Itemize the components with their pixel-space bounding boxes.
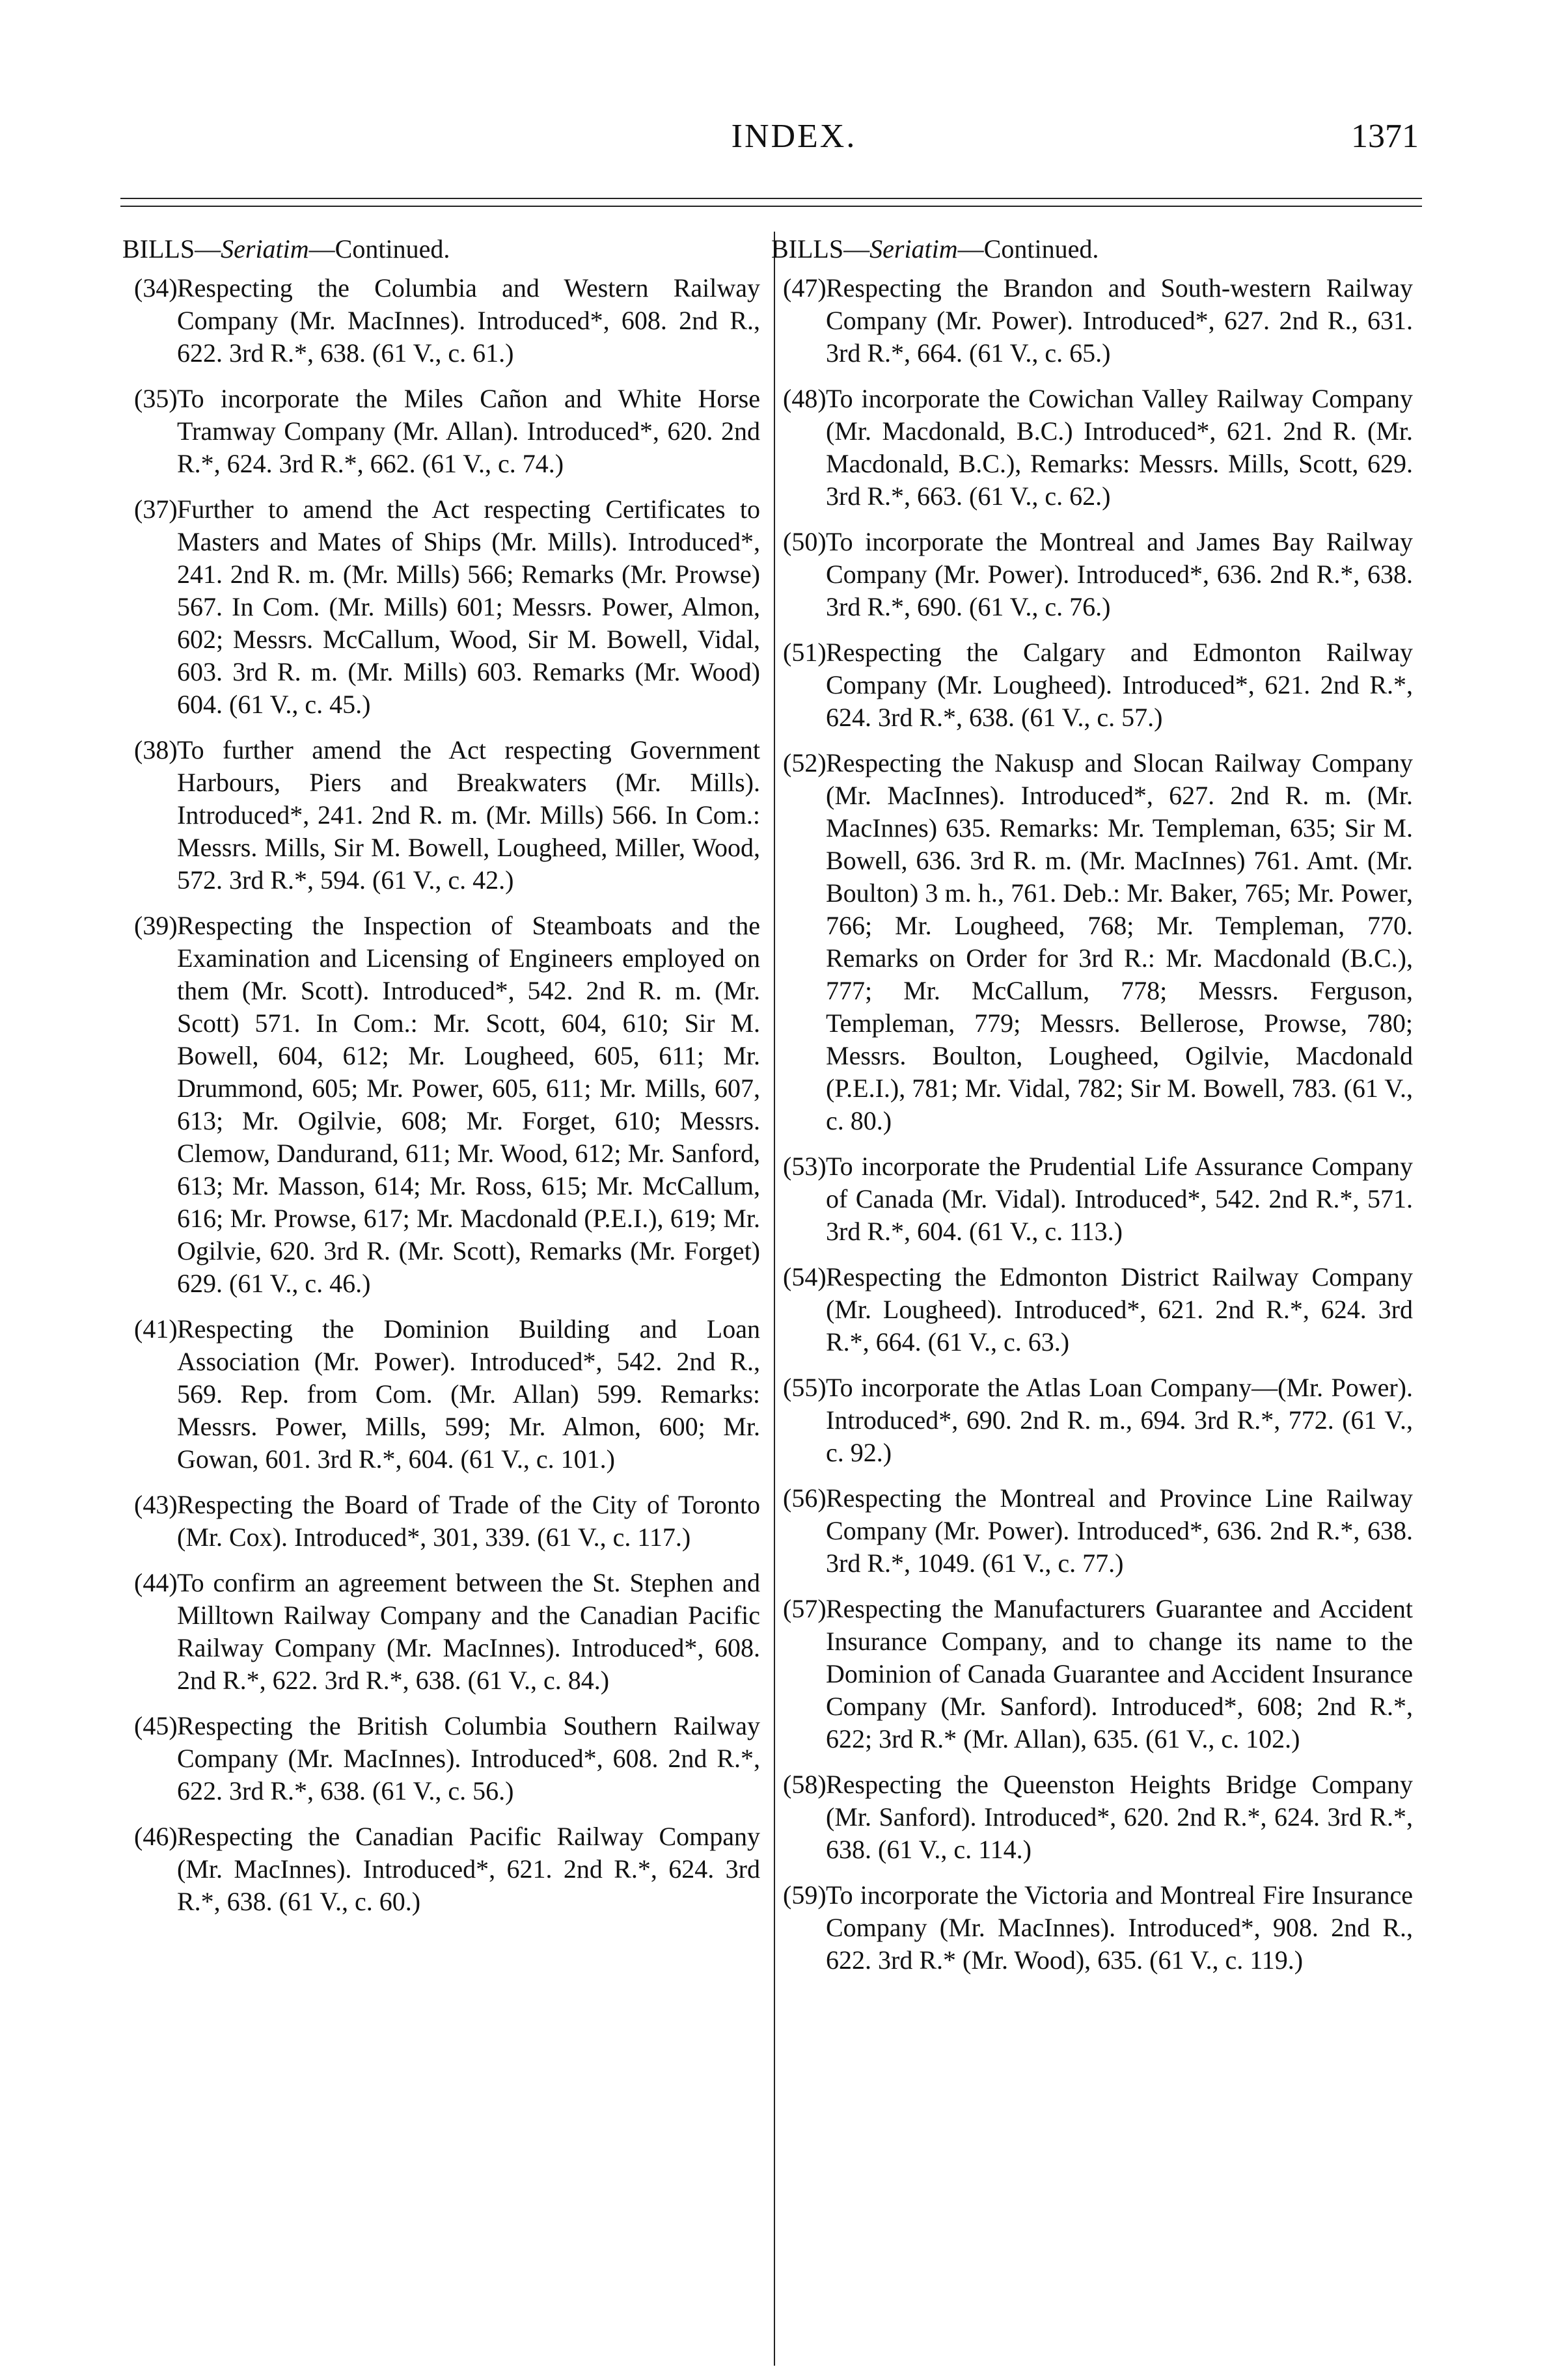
entry-text: Respecting the Edmonton District Railway Company (Mr. Lougheed). Introduced*, 621. 2nd R.*, 624. 3rd R.*, 664. (61 V., c. 63.) [826, 1262, 1413, 1357]
index-entry [122, 1489, 760, 1554]
index-entry [771, 1593, 1413, 1755]
index-entry [122, 493, 760, 721]
entry-text: To further amend the Act respecting Government Harbours, Piers and Breakwaters (Mr. Mills). Introduced*, 241. 2nd R. m. (Mr. Mills) 566. In Com.: Messrs. Mills, Sir M. Bowell, Lougheed, Miller, Wood, 572. 3rd R.*, 594. (61 V., c. 42.) [177, 735, 760, 895]
entry-number: (58) [783, 1770, 827, 1799]
index-entry [771, 747, 1413, 1137]
index-entry [771, 1482, 1413, 1580]
entry-number: (50) [783, 527, 827, 556]
entry-text: To incorporate the Montreal and James Bay Railway Company (Mr. Power). Introduced*, 636. 2nd R.*, 638. 3rd R.*, 690. (61 V., c. 76.) [826, 527, 1413, 621]
entry-number: (34) [134, 273, 178, 303]
index-entry [122, 910, 760, 1300]
entry-number: (59) [783, 1880, 827, 1910]
entry-text: Respecting the Montreal and Province Line Railway Company (Mr. Power). Introduced*, 636. 2nd R.*, 638. 3rd R.*, 1049. (61 V., c. 77.) [826, 1483, 1413, 1578]
entry-text: To incorporate the Miles Cañon and White Horse Tramway Company (Mr. Allan). Introduced*, 620. 2nd R.*, 624. 3rd R.*, 662. (61 V., c. 74.) [177, 384, 760, 478]
entry-text: Respecting the Board of Trade of the City of Toronto (Mr. Cox). Introduced*, 301, 339. (61 V., c. 117.) [177, 1490, 760, 1552]
index-entry [122, 383, 760, 480]
entry-number: (43) [134, 1490, 178, 1519]
page-title: INDEX. [731, 118, 857, 155]
entry-number: (45) [134, 1711, 178, 1740]
right-column [771, 233, 1413, 1990]
index-entry [771, 1150, 1413, 1248]
entry-text: Respecting the Calgary and Edmonton Railway Company (Mr. Lougheed). Introduced*, 621. 2nd R.*, 624. 3rd R.*, 638. (61 V., c. 57.) [826, 638, 1413, 732]
page-number: 1371 [1351, 118, 1419, 155]
entry-text: Respecting the Columbia and Western Railway Company (Mr. MacInnes). Introduced*, 608. 2nd R., 622. 3rd R.*, 638. (61 V., c. 61.) [177, 273, 760, 368]
entry-text: To incorporate the Atlas Loan Company—(Mr. Power). Introduced*, 690. 2nd R. m., 694. 3rd R.*, 772. (61 V., c. 92.) [826, 1373, 1413, 1467]
index-entry [122, 1313, 760, 1476]
entry-text: Respecting the Nakusp and Slocan Railway Company (Mr. MacInnes). Introduced*, 627. 2nd R. m. (Mr. MacInnes) 635. Remarks: Mr. Templeman, 635; Sir M. Bowell, 636. 3rd R. m. (Mr. MacInnes) 761. Amt. (Mr. Boulton) 3 m. h., 761. Deb.: Mr. Baker, 765; Mr. Power, 766; Mr. Lougheed, 768; Mr. Templeman, 770. Remarks on Order for 3rd R.: Mr. Macdonald (B.C.), 777; Mr. McCallum, 778; Messrs. Ferguson, Templeman, 779; Messrs. Bellerose, Prowse, 780; Messrs. Boulton, Lougheed, Ogilvie, Macdonald (P.E.I.), 781; Mr. Vidal, 782; Sir M. Bowell, 783. (61 V., c. 80.) [826, 748, 1413, 1135]
entry-number: (37) [134, 494, 178, 524]
header-rule-bottom [120, 206, 1422, 207]
entry-text: Respecting the Dominion Building and Loan Association (Mr. Power). Introduced*, 542. 2nd R., 569. Rep. from Com. (Mr. Allan) 599. Remarks: Messrs. Power, Mills, 599; Mr. Almon, 600; Mr. Gowan, 601. 3rd R.*, 604. (61 V., c. 101.) [177, 1314, 760, 1474]
entry-number: (53) [783, 1152, 827, 1181]
index-entry [771, 272, 1413, 370]
entry-number: (46) [134, 1822, 178, 1851]
entry-number: (35) [134, 384, 178, 413]
heading-suffix: —Continued. [957, 234, 1099, 264]
index-entry [122, 734, 760, 897]
entry-number: (48) [783, 384, 827, 413]
index-entry [771, 636, 1413, 734]
entry-text: Respecting the Queenston Heights Bridge Company (Mr. Sanford). Introduced*, 620. 2nd R.*, 624. 3rd R.*, 638. (61 V., c. 114.) [826, 1770, 1413, 1864]
entry-number: (39) [134, 911, 178, 940]
entry-number: (38) [134, 735, 178, 764]
left-column [122, 233, 760, 1931]
index-entry [771, 1879, 1413, 1977]
header-rule-top [120, 198, 1422, 199]
heading-suffix: —Continued. [308, 234, 450, 264]
entry-text: Respecting the Canadian Pacific Railway Company (Mr. MacInnes). Introduced*, 621. 2nd R.*, 624. 3rd R.*, 638. (61 V., c. 60.) [177, 1822, 760, 1916]
entry-text: Respecting the British Columbia Southern Railway Company (Mr. MacInnes). Introduced*, 608. 2nd R.*, 622. 3rd R.*, 638. (61 V., c. 56.) [177, 1711, 760, 1805]
entry-text: To incorporate the Cowichan Valley Railway Company (Mr. Macdonald, B.C.) Introduced*, 621. 2nd R. (Mr. Macdonald, B.C.), Remarks: Messrs. Mills, Scott, 629. 3rd R.*, 663. (61 V., c. 62.) [826, 384, 1413, 511]
entry-number: (56) [783, 1483, 827, 1513]
heading-italic: Seriatim [221, 234, 309, 264]
index-entry [122, 1710, 760, 1807]
entry-number: (47) [783, 273, 827, 303]
entry-number: (44) [134, 1568, 178, 1597]
heading-prefix: BILLS— [122, 234, 221, 264]
index-entry [122, 272, 760, 370]
index-entry [771, 1261, 1413, 1359]
entry-number: (52) [783, 748, 827, 778]
index-entry [122, 1567, 760, 1697]
index-entry [771, 1768, 1413, 1866]
entry-text: Respecting the Inspection of Steamboats and the Examination and Licensing of Engineers employed on them (Mr. Scott). Introduced*, 542. 2nd R. m. (Mr. Scott) 571. In Com.: Mr. Scott, 604, 610; Sir M. Bowell, 604, 612; Mr. Lougheed, 605, 611; Mr. Drummond, 605; Mr. Power, 605, 611; Mr. Mills, 607, 613; Mr. Ogilvie, 608; Mr. Forget, 610; Messrs. Clemow, Dandurand, 611; Mr. Wood, 612; Mr. Sanford, 613; Mr. Masson, 614; Mr. Ross, 615; Mr. McCallum, 616; Mr. Prowse, 617; Mr. Macdonald (P.E.I.), 619; Mr. Ogilvie, 620. 3rd R. (Mr. Scott), Remarks (Mr. Forget) 629. (61 V., c. 46.) [177, 911, 760, 1298]
heading-prefix: BILLS— [771, 234, 870, 264]
entry-text: Respecting the Brandon and South-western Railway Company (Mr. Power). Introduced*, 627. 2nd R., 631. 3rd R.*, 664. (61 V., c. 65.) [826, 273, 1413, 368]
entry-number: (51) [783, 638, 827, 667]
page-header [169, 117, 1419, 169]
entry-text: To incorporate the Prudential Life Assurance Company of Canada (Mr. Vidal). Introduced*, 542. 2nd R.*, 571. 3rd R.*, 604. (61 V., c. 113.) [826, 1152, 1413, 1246]
entry-text: To incorporate the Victoria and Montreal Fire Insurance Company (Mr. MacInnes). Introduced*, 908. 2nd R., 622. 3rd R.* (Mr. Wood), 635. (61 V., c. 119.) [826, 1880, 1413, 1975]
section-heading [771, 233, 1413, 265]
index-entry [122, 1820, 760, 1918]
index-entry [771, 526, 1413, 623]
entry-number: (55) [783, 1373, 827, 1402]
index-entry [771, 1372, 1413, 1469]
entry-text: To confirm an agreement between the St. Stephen and Milltown Railway Company and the Canadian Pacific Railway Company (Mr. MacInnes). Introduced*, 608. 2nd R.*, 622. 3rd R.*, 638. (61 V., c. 84.) [177, 1568, 760, 1695]
index-entry [771, 383, 1413, 513]
entry-number: (41) [134, 1314, 178, 1344]
entry-number: (57) [783, 1594, 827, 1623]
section-heading [122, 233, 760, 265]
entry-text: Respecting the Manufacturers Guarantee and Accident Insurance Company, and to change its name to the Dominion of Canada Guarantee and Accident Insurance Company (Mr. Sanford). Introduced*, 608; 2nd R.*, 622; 3rd R.* (Mr. Allan), 635. (61 V., c. 102.) [826, 1594, 1413, 1753]
heading-italic: Seriatim [869, 234, 958, 264]
entry-text: Further to amend the Act respecting Certificates to Masters and Mates of Ships (Mr. Mills). Introduced*, 241. 2nd R. m. (Mr. Mills) 566; Remarks (Mr. Prowse) 567. In Com. (Mr. Mills) 601; Messrs. Power, Almon, 602; Messrs. McCallum, Wood, Sir M. Bowell, Vidal, 603. 3rd R. m. (Mr. Mills) 603. Remarks (Mr. Wood) 604. (61 V., c. 45.) [177, 494, 760, 719]
entry-number: (54) [783, 1262, 827, 1291]
